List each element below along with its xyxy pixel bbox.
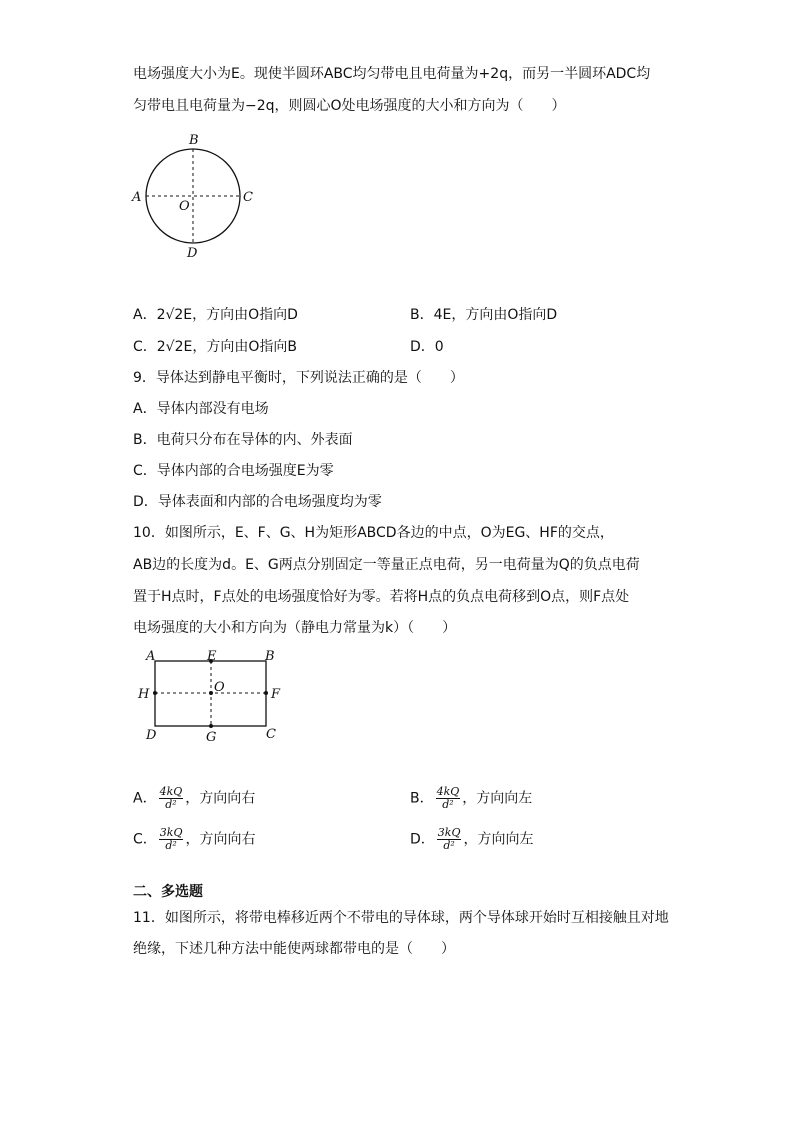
label-H: H	[138, 687, 150, 702]
label-A: A	[146, 649, 156, 664]
label-O: O	[179, 199, 190, 214]
fraction	[436, 786, 461, 811]
label-B: B	[265, 649, 275, 664]
q10-stem-line-4: 电场强度的大小和方向为（静电力常量为k）（ ）	[133, 620, 457, 636]
label-B: B	[189, 133, 199, 148]
point-o	[209, 691, 213, 695]
label-O: O	[214, 680, 225, 695]
q8-option-c[interactable]: C．2√2E，方向由O指向B	[133, 339, 297, 355]
q9-option-a[interactable]: A．导体内部没有电场	[133, 401, 269, 417]
point-f	[264, 691, 268, 695]
label-C: C	[266, 727, 276, 742]
label-D: D	[146, 728, 157, 743]
q8-option-b[interactable]: B．4E，方向由O指向D	[410, 307, 558, 323]
denominator: d²	[442, 798, 454, 811]
label-D: D	[187, 246, 198, 261]
option-letter: B．	[410, 790, 434, 807]
fraction	[159, 786, 184, 811]
denominator: d²	[165, 839, 177, 852]
q8-stem-line-2: 匀带电且电荷量为−2q，则圆心O处电场强度的大小和方向为（ ）	[133, 98, 566, 114]
section-title-multiple-choice: 二、多选题	[133, 884, 203, 900]
q8-circle-figure	[128, 130, 268, 262]
q9-option-d[interactable]: D．导体表面和内部的合电场强度均为零	[133, 494, 382, 510]
q10-rectangle-figure	[132, 646, 292, 746]
label-C: C	[243, 190, 253, 205]
q10-stem-line-3: 置于H点时，F点处的电场强度恰好为零。若将H点的负点电荷移到O点，则F点处	[133, 589, 630, 605]
label-G: G	[206, 730, 217, 745]
option-text: ，方向向左	[462, 790, 533, 807]
q10-option-c[interactable]	[133, 827, 255, 852]
q10-option-d[interactable]	[410, 827, 533, 852]
numerator: 4kQ	[159, 785, 183, 798]
q10-option-a[interactable]	[133, 786, 255, 811]
option-text: ，方向向右	[185, 831, 256, 848]
label-F: F	[271, 687, 281, 702]
q9-option-c[interactable]: C．导体内部的合电场强度E为零	[133, 463, 334, 479]
q11-stem-line-2: 绝缘，下述几种方法中能使两球都带电的是（ ）	[133, 941, 455, 957]
q8-option-d[interactable]: D．0	[410, 339, 444, 355]
fraction	[159, 827, 184, 852]
option-letter: A．	[133, 790, 157, 807]
denominator: d²	[165, 798, 177, 811]
label-E: E	[207, 649, 217, 664]
option-letter: D．	[410, 831, 435, 848]
label-A: A	[132, 190, 142, 205]
q11-stem-line-1: 11．如图所示，将带电棒移近两个不带电的导体球，两个导体球开始时互相接触且对地	[133, 910, 669, 926]
q8-stem-line-1: 电场强度大小为E。现使半圆环ABC均匀带电且电荷量为+2q，而另一半圆环ADC均	[133, 66, 651, 82]
numerator: 3kQ	[159, 826, 183, 839]
q10-option-b[interactable]	[410, 786, 532, 811]
numerator: 4kQ	[436, 785, 460, 798]
option-text: ，方向向左	[463, 831, 534, 848]
denominator: d²	[443, 839, 455, 852]
point-g	[209, 724, 213, 728]
option-letter: C．	[133, 831, 157, 848]
q8-option-a[interactable]: A．2√2E，方向由O指向D	[133, 307, 298, 323]
q9-option-b[interactable]: B．电荷只分布在导体的内、外表面	[133, 432, 353, 448]
q10-stem-line-2: AB边的长度为d。E、G两点分别固定一等量正点电荷，另一电荷量为Q的负点电荷	[133, 557, 640, 573]
q9-stem: 9．导体达到静电平衡时，下列说法正确的是（ ）	[133, 370, 464, 386]
point-h	[153, 691, 157, 695]
fraction	[437, 827, 462, 852]
numerator: 3kQ	[437, 826, 461, 839]
q10-stem-line-1: 10．如图所示，E、F、G、H为矩形ABCD各边的中点，O为EG、HF的交点，	[133, 525, 614, 541]
option-text: ，方向向右	[185, 790, 256, 807]
